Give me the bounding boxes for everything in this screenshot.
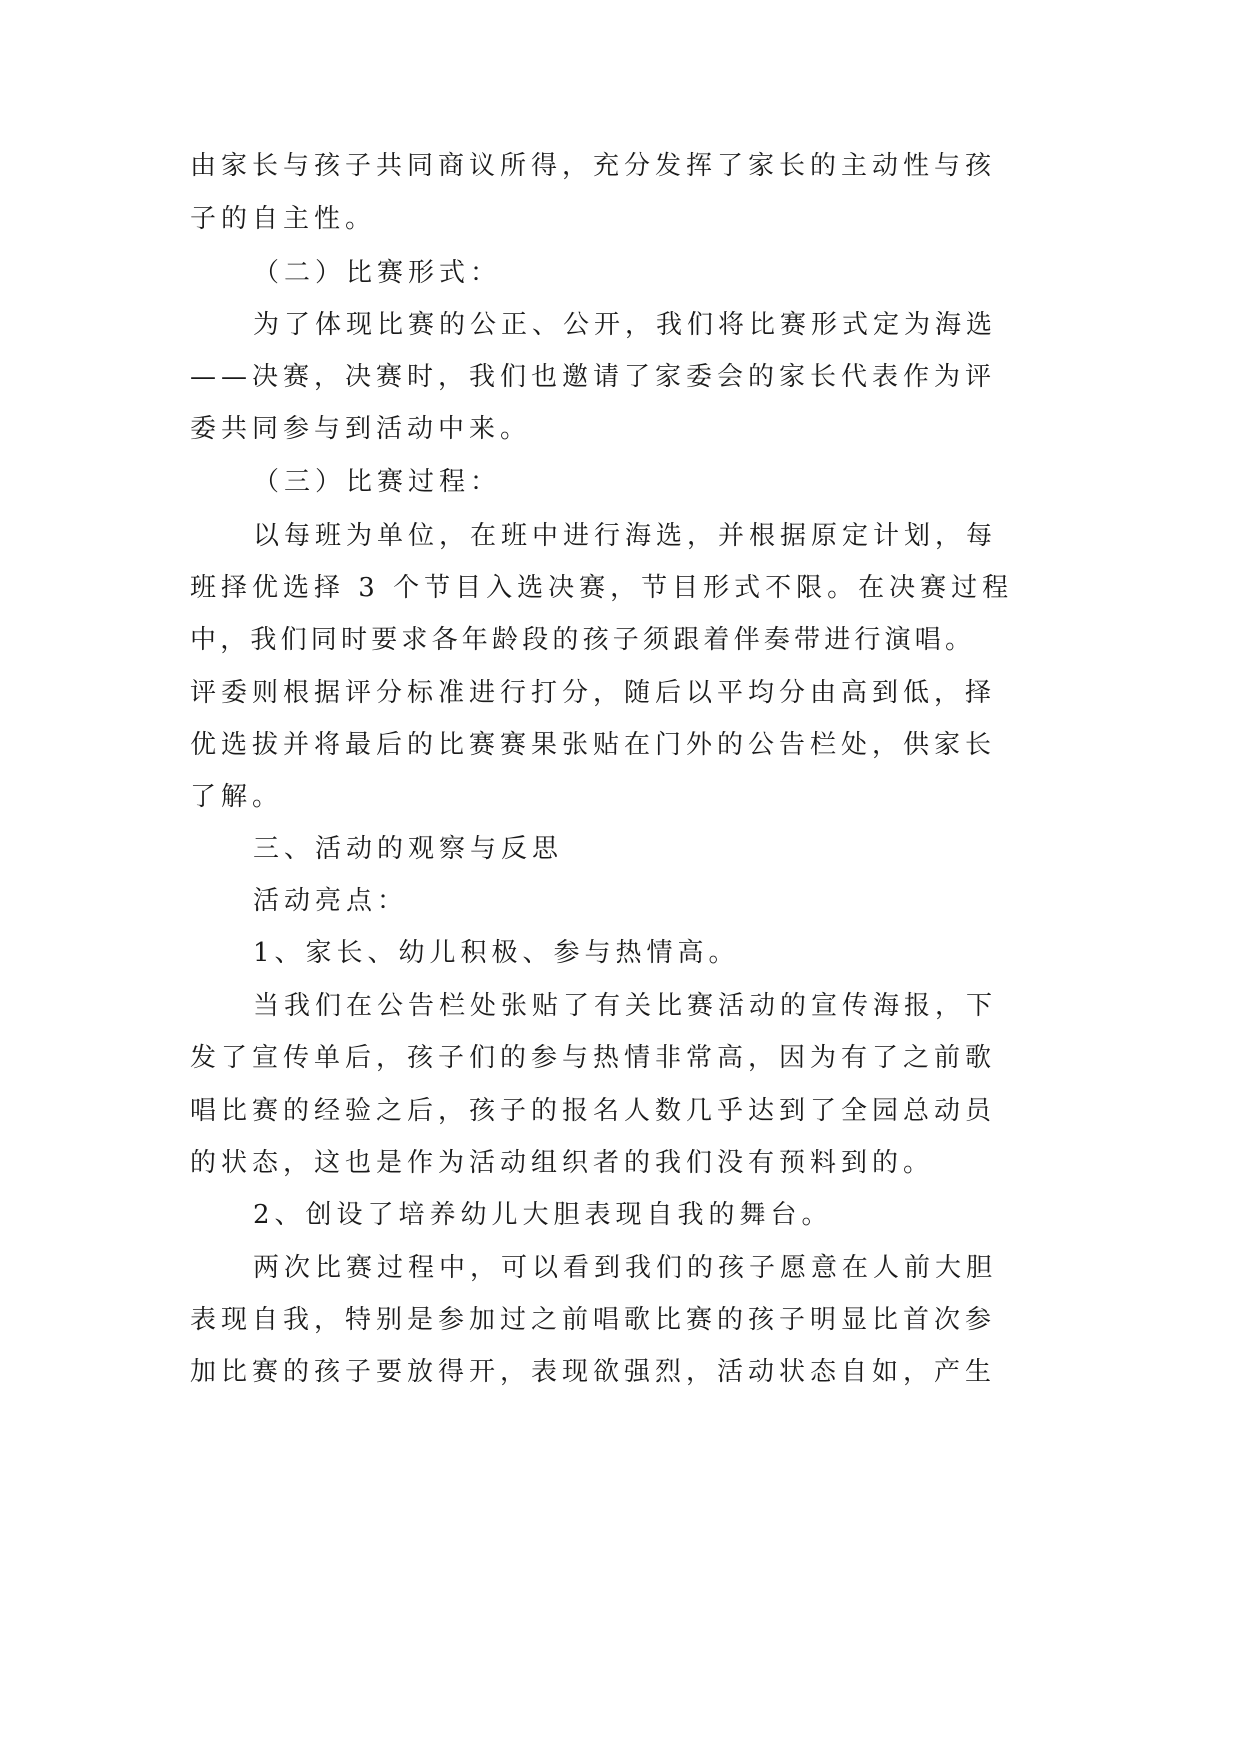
text-line: 当我们在公告栏处张贴了有关比赛活动的宣传海报，下 — [253, 991, 998, 1021]
section-heading: 三、活动的观察与反思 — [253, 834, 564, 864]
text-line: ——决赛，决赛时，我们也邀请了家委会的家长代表作为评 — [190, 362, 997, 392]
text-line: 发了宣传单后，孩子们的参与热情非常高，因为有了之前歌 — [190, 1043, 997, 1073]
text-line: 的状态，这也是作为活动组织者的我们没有预料到的。 — [190, 1148, 935, 1178]
text-line: 委共同参与到活动中来。 — [190, 414, 532, 444]
list-item-heading: 2、创设了培养幼儿大胆表现自我的舞台。 — [253, 1200, 833, 1230]
text-line: 中，我们同时要求各年龄段的孩子须跟着伴奏带进行演唱。 — [190, 625, 976, 655]
text-line: 由家长与孩子共同商议所得，充分发挥了家长的主动性与孩 — [190, 151, 997, 181]
list-item-heading: 1、家长、幼儿积极、参与热情高。 — [253, 938, 740, 968]
text-line: 子的自主性。 — [190, 204, 377, 234]
text-line: 两次比赛过程中，可以看到我们的孩子愿意在人前大胆 — [253, 1253, 998, 1283]
subsection-heading: 活动亮点： — [253, 886, 409, 916]
text-line: 了解。 — [190, 782, 284, 812]
text-line: 评委则根据评分标准进行打分，随后以平均分由高到低，择 — [190, 678, 997, 708]
text-line: 优选拔并将最后的比赛赛果张贴在门外的公告栏处，供家长 — [190, 730, 997, 760]
section-heading: （二）比赛形式： — [253, 258, 502, 288]
text-line: 为了体现比赛的公正、公开，我们将比赛形式定为海选 — [253, 310, 998, 340]
text-line: 加比赛的孩子要放得开，表现欲强烈，活动状态自如，产生 — [190, 1357, 997, 1387]
section-heading: （三）比赛过程： — [253, 467, 502, 497]
text-line: 表现自我，特别是参加过之前唱歌比赛的孩子明显比首次参 — [190, 1305, 997, 1335]
text-line: 唱比赛的经验之后，孩子的报名人数几乎达到了全园总动员 — [190, 1096, 997, 1126]
text-line: 班择优选择 3 个节目入选决赛，节目形式不限。在决赛过程 — [190, 573, 1014, 603]
text-line: 以每班为单位，在班中进行海选，并根据原定计划，每 — [253, 521, 998, 551]
